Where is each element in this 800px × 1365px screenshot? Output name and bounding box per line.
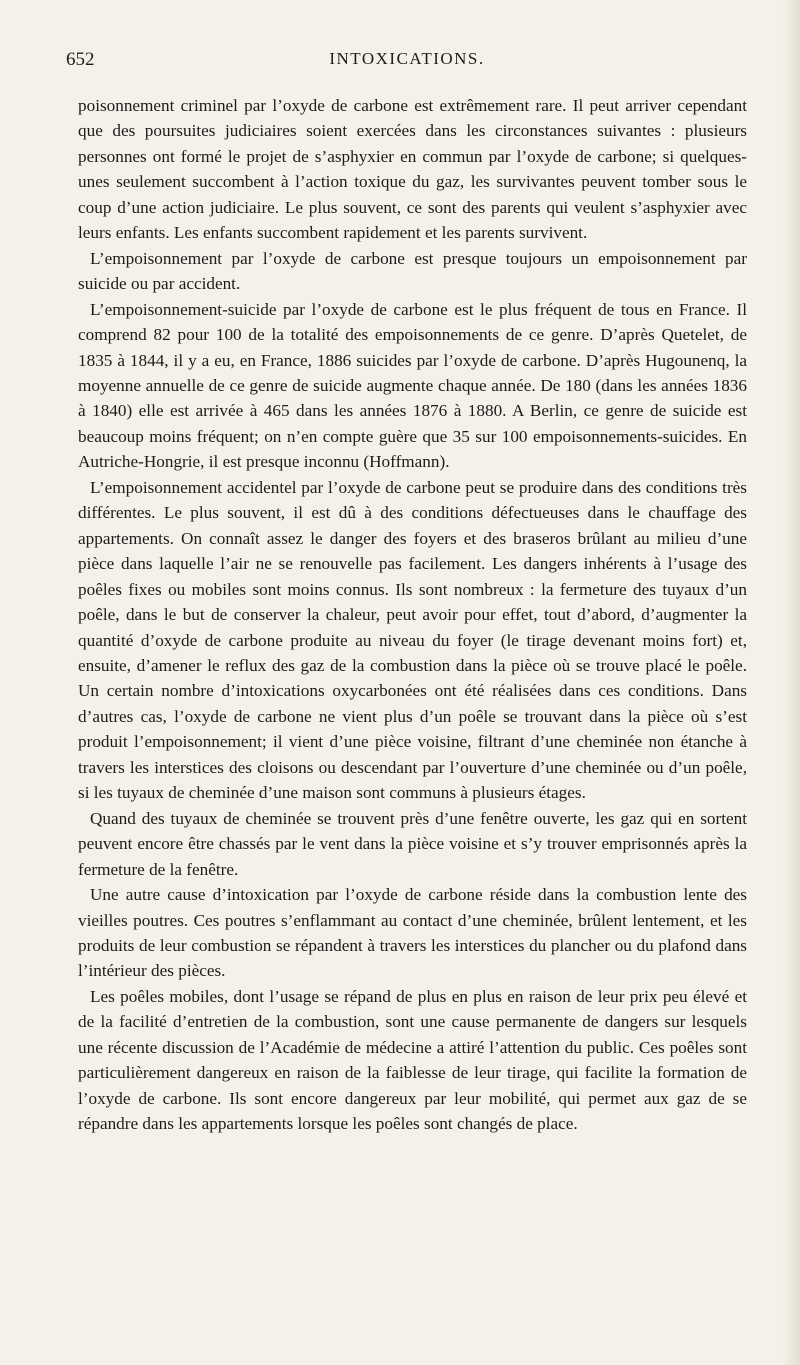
body-text <box>78 93 747 1137</box>
paragraph-mobile-stoves: Les poêles mobiles, dont l’usage se répand de plus en plus en raison de leur prix peu élevé et de la facilité d’entretien de la combustion, sont une cause permanente de dangers sur lesquels une récente discussion de l’Académie de médecine a attiré l’attention du public. Ces poêles sont particulièrement dangereux en raison de la faiblesse de leur tirage, qui facilite la formation de l’oxyde de carbone. Ils sont encore dangereux par leur mobilité, qui permet aux gaz de se répandre dans les appartements lorsque les poêles sont changés de place. <box>78 986 747 1134</box>
running-head: INTOXICATIONS. <box>329 49 485 68</box>
paragraph-accidental: L’empoisonnement accidentel par l’oxyde de carbone peut se produire dans des conditions très différentes. Le plus souvent, il est dû à des conditions défectueuses dans le chauffage des appartements. On connaît assez le danger des foyers et des braseros brûlant au milieu d’une pièce dans laquelle l’air ne se renouvelle pas facilement. Les dangers inhérents à l’usage des poêles fixes ou mobiles sont moins connus. Ils sont nombreux : la fermeture des tuyaux d’un poêle, dans le but de conserver la chaleur, peut avoir pour effet, tout d’abord, d’augmenter la quantité d’oxyde de carbone produite au niveau du foyer (le tirage devenant moins fort) et, ensuite, d’amener le reflux des gaz de la combustion dans la pièce où se trouve placé le poêle. Un certain nombre d’intoxications oxycarbonées ont été réalisées dans ces conditions. Dans d’autres cas, l’oxyde de carbone ne vient plus d’un poêle se trouvant dans la pièce où s’est produit l’empoisonnement; il vient d’une pièce voisine, filtrant d’une cheminée non étanche à travers les interstices des cloisons ou descendant par l’ouverture d’une cheminée ou d’un poêle, si les tuyaux de cheminée d’une maison sont communs à plusieurs étages. <box>78 477 747 803</box>
paragraph-general: L’empoisonnement par l’oxyde de carbone est presque toujours un empoisonnement par suicide ou par accident. <box>78 248 747 294</box>
paragraph-continuation: poisonnement criminel par l’oxyde de carbone est extrêmement rare. Il peut arriver cependant que des poursuites judiciaires soient exercées dans les circonstances suivantes : plusieurs personnes ont formé le projet de s’asphyxier en commun par l’oxyde de carbone; si quelques-unes seulement succombent à l’action toxique du gaz, les survivantes peuvent tomber sous le coup d’une action judiciaire. Le plus souvent, ce sont des parents qui veulent s’asphyxier avec leurs enfants. Les enfants succombent rapidement et les parents survivent. <box>78 96 747 243</box>
page-edge-shadow <box>782 0 800 1365</box>
paragraph-chimney-window: Quand des tuyaux de cheminée se trouvent près d’une fenêtre ouverte, les gaz qui en sortent peuvent encore être chassés par le vent dans la pièce voisine et s’y trouver emprisonnés après la fermeture de la fenêtre. <box>78 808 747 879</box>
page-number: 652 <box>66 49 95 70</box>
paragraph-beams: Une autre cause d’intoxication par l’oxyde de carbone réside dans la combustion lente des vieilles poutres. Ces poutres s’enflammant au contact d’une cheminée, brûlent lentement, et les produits de leur combustion se répandent à travers les interstices du plancher ou du plafond dans l’intérieur des pièces. <box>78 885 747 981</box>
paragraph-suicide: L’empoisonnement-suicide par l’oxyde de carbone est le plus fréquent de tous en France. Il comprend 82 pour 100 de la totalité des empoisonnements de ce genre. D’après Quetelet, de 1835 à 1844, il y a eu, en France, 1886 suicides par l’oxyde de carbone. D’après Hugounenq, la moyenne annuelle de ce genre de suicide augmente chaque année. De 180 (dans les années 1836 à 1840) elle est arrivée à 465 dans les années 1876 à 1880. A Berlin, ce genre de suicide est beaucoup moins fréquent; on n’en compte guère que 35 sur 100 empoisonnements-suicides. En Autriche-Hongrie, il est presque inconnu (Hoffmann). <box>78 299 747 472</box>
page-header <box>66 49 748 75</box>
